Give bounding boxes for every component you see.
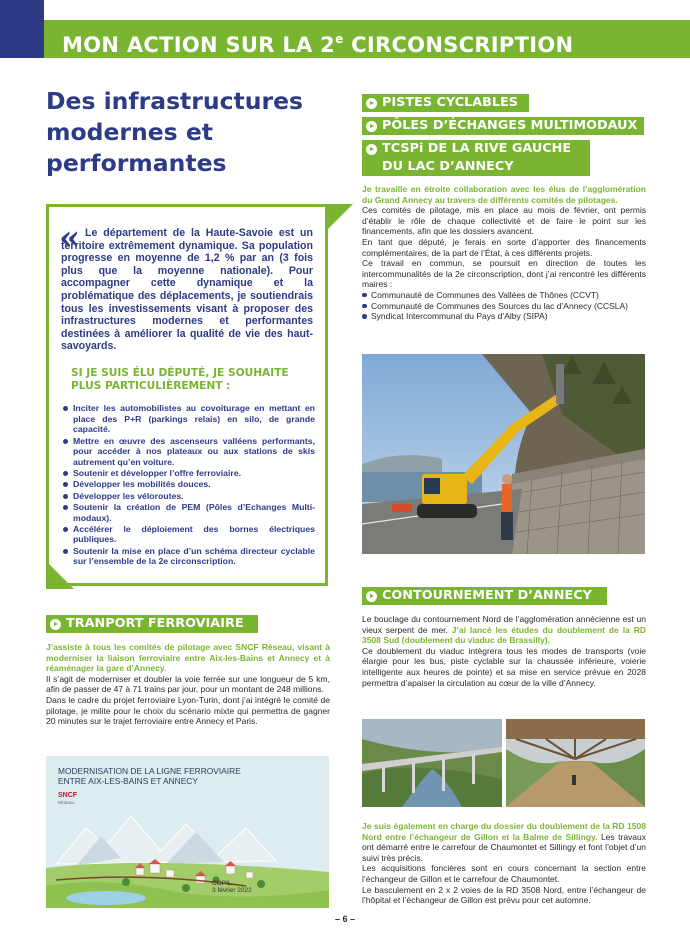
wish-item: Développer les mobilités douces. [63,479,315,490]
wish-item: Développer les véloroutes. [63,491,315,502]
tag-pistes-cyclables: PISTES CYCLABLES [362,94,529,112]
contournement-paragraph: Les acquisitions foncières sont en cours concernant la section entre l’échangeur de Gillon et le carrefour de Chaumontet. [362,863,646,884]
collab-paragraph: Ces comités de pilotage, mis en place au mois de février, ont permis d’établir le rôle de chaque collectivité et de faire le point sur les financements, afin que les dossiers avancent. [362,205,646,237]
wish-item: Inciter les automobilistes au covoiturage en mettant en place des P+R (parkings relais) en silo, de grande capacité. [63,403,315,435]
collab-paragraph: En tant que député, je ferais en sorte d’apporter des financements complémentaires, de la part de l’État, à ces différents projets. [362,236,646,258]
arrow-right-icon [366,591,377,602]
contournement-paragraph: Je suis également en charge du dossier du doublement de la RD 1508 Nord entre l’échangeur de Gillon et la Balme de Sillingy. Les travaux ont démarré entre le carrefour de Chaumontet et Sillingy et font l’objet d’un suivi très précis. [362,821,646,863]
wish-item: Soutenir la mise en place d’un schéma directeur cyclable sur l’ensemble de la 2e circonscription. [63,546,315,567]
arrow-right-icon [50,619,61,630]
tag-poles-echanges: PÔLES D’ÉCHANGES MULTIMODAUX [362,117,644,135]
page-number: – 6 – [334,914,356,924]
wish-item: Accélérer le déploiement des bornes électriques publiques. [63,524,315,545]
contournement-section-2 [362,821,646,906]
poster-title: MODERNISATION DE LA LIGNE FERROVIAIRE ENTRE AIX-LES-BAINS ET ANNECY [58,766,241,786]
sncf-poster [46,756,329,908]
poster-date: 3 février 2022 [212,887,252,894]
contournement-paragraph: Le basculement en 2 x 2 voies de la RD 3508 Nord, entre l’échangeur de l’hôpital et l’échangeur de Gillon est prévu pour cet automne. [362,884,646,906]
contournement-section [362,614,646,688]
mayors-list-item: Syndicat Intercommunal du Pays d’Alby (SIPA) [362,311,646,322]
page-header-title: MON ACTION SUR LA 2e CIRCONSCRIPTION [62,32,574,57]
wish-list-title: SI JE SUIS ÉLU DÉPUTÉ, JE SOUHAITE PLUS PARTICULIÈREMENT : [71,367,289,392]
quote-text: Le département de la Haute-Savoie est un territoire extrêmement dynamique. Sa population progresse en moyenne de 1,2 % par an (3 fois plus que la moyenne nationale). Pour accompagner cette dynamique et la problématique des déplacements, je soutiendrais tous les investissements visant à proposer des infrastructures modernes et performantes destinées à améliorer la qualité de vie des haut-savoyards. [61,227,313,353]
construction-photo [362,354,645,554]
mayors-list-item: Communauté de Communes des Vallées de Thônes (CCVT) [362,290,646,301]
ferroviaire-section [46,642,330,727]
contournement-paragraph: Le bouclage du contournement Nord de l’agglomération annécienne est un vieux serpent de mer. J’ai lancé les études du doublement de la RD 3508 Sud (doublement du viaduc de Brassilly). [362,614,646,646]
ferroviaire-paragraph: Il s’agit de moderniser et doubler la voie ferrée sur une longueur de 5 km, afin de passer de 47 à 71 trains par jour, pour un montant de 248 millions. [46,673,330,695]
header-navy-block [0,0,44,58]
sncf-logo: SNCF [58,792,78,799]
collab-section [362,184,646,322]
mayors-list-item: Communauté de Communes des Sources du lac d’Annecy (CCSLA) [362,301,646,312]
ferroviaire-paragraph: Dans le cadre du projet ferroviaire Lyon-Turin, dont j’ai intégré le comité de pilotage, je milite pour le choix du scénario mixte qui permettra de gagner 20 minutes sur le trajet ferroviaire entre Annecy et Paris. [46,694,330,727]
ferroviaire-lede: J’assiste à tous les comités de pilotage avec SNCF Réseau, visant à moderniser la liaison ferroviaire entre Aix-les-Bains et Annecy et à réaménager la gare d’Annecy. [46,642,330,674]
wish-item: Soutenir et développer l’offre ferroviaire. [63,468,315,479]
wish-item: Mettre en œuvre des ascenseurs valléens performants, pour accéder à nos plateaux ou aux stations de skis autrement qu’en voiture. [63,436,315,468]
tag-ferroviaire: TRANPORT FERROVIAIRE [46,615,258,633]
quote-box-corner [327,204,353,230]
contournement-paragraph: Ce doublement du viaduc intègrera tous les modes de transports (voie élargie pour les bus, piste cyclable sur la chaussée inférieure, voierie intelligente aux heures de pointe) et sa mise en service prévue en 2028 permettra d’apaiser la circulation au cœur de la ville d’Annecy. [362,645,646,688]
tag-contournement: CONTOURNEMENT D’ANNECY [362,587,607,605]
main-title: Des infrastructures modernes et performantes [46,87,304,177]
viaduct-photo-deck [506,719,645,807]
arrow-right-icon [366,144,377,155]
poster-copil: COPIL [212,880,232,887]
quote-mark-icon: « [59,218,81,258]
arrow-right-icon [366,121,377,132]
sncf-logo-sub: RÉSEAU [58,800,75,805]
collab-lede: Je travaille en étroite collaboration avec les élus de l’agglomération du Grand Annecy au travers de différents comités de pilotages. [362,184,646,205]
arrow-right-icon [366,98,377,109]
wish-list [63,403,315,568]
wish-item: Soutenir la création de PEM (Pôles d’Echanges Multi-modaux). [63,502,315,523]
mayors-list [362,290,646,322]
viaduct-photo-aerial [362,719,502,807]
tag-tcspi: TCSPi DE LA RIVE GAUCHE DU LAC D’ANNECY [362,140,590,176]
quote-box [46,204,328,586]
collab-paragraph: Ce travail en commun, se poursuit en direction de toutes les intercommunalités de la 2e circonscription, dont j’ai rencontré les différents maires : [362,258,646,290]
